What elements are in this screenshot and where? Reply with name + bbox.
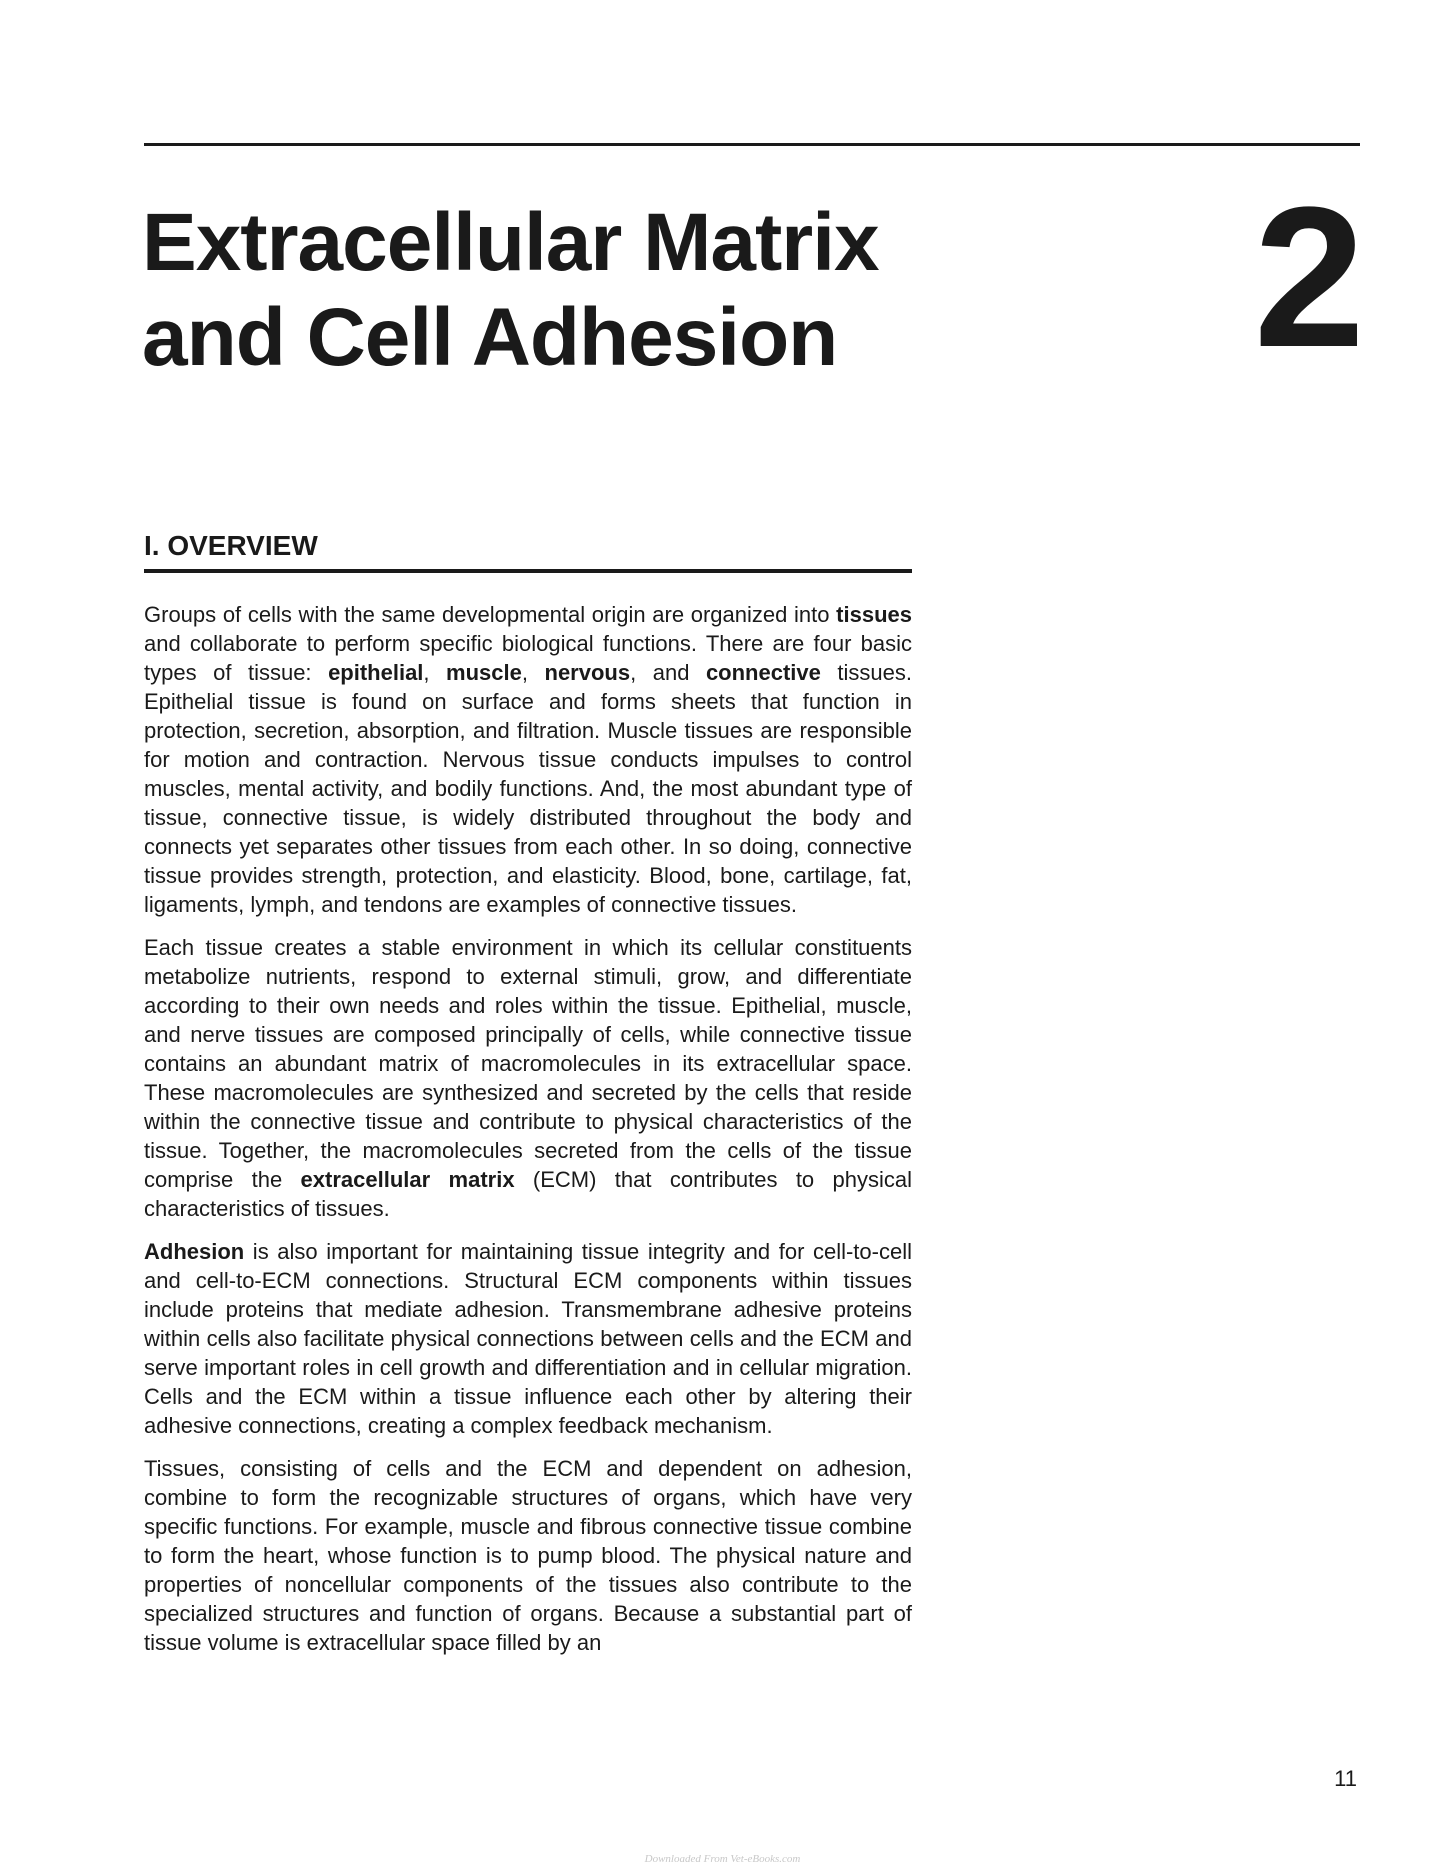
body-text [144,600,912,1671]
paragraph-4 [144,1454,912,1657]
footer-watermark: Downloaded From Vet-eBooks.com [644,1853,801,1865]
top-rule [144,143,1360,146]
text-run: tissues. Epithelial tissue is found on surface and forms sheets that function in protection, secretion, absorption, and filtration. Muscle tissues are responsible for motion and contraction. Nervous tissue conducts impulses to control muscles, mental activity, and bodily functions. And, the most abundant type of tissue, connective tissue, is widely distributed throughout the body and connects yet separates other tissues from each other. In so doing, connective tissue provides strength, protection, and elasticity. Blood, bone, cartilage, fat, ligaments, lymph, and tendons are examples of connective tissues. [144,660,912,917]
paragraph-1 [144,600,912,919]
text-run: is also important for maintaining tissue integrity and for cell-to-cell and cell-to-ECM connections. Structural ECM components within tissues include proteins that mediate adhesion. Transmembrane adhesive proteins within cells also facilitate physical connections between cells and the ECM and serve important roles in cell growth and differentiation and in cellular migration. Cells and the ECM within a tissue influence each other by altering their adhesive connections, creating a complex feedback mechanism. [144,1239,912,1438]
chapter-title-line-2: and Cell Adhesion [142,292,838,383]
page-number: 11 [1334,1766,1357,1791]
chapter-number: 2 [1253,166,1359,389]
bold-term: muscle [446,660,522,685]
section-heading: I. OVERVIEW [144,530,318,561]
text-run: , and [630,660,706,685]
section-rule [144,569,912,573]
text-run: , [521,660,545,685]
bold-term: epithelial [328,660,424,685]
bold-term: connective [705,660,821,685]
text-run: (ECM) that contributes to physical characteristics of tissues. [144,1167,912,1221]
text-run: and collaborate to perform specific biological functions. There are four basic types of tissue: [144,631,912,685]
chapter-title [142,195,1042,385]
chapter-title-line-1: Extracellular Matrix [142,197,879,288]
bold-term: tissues [836,602,912,627]
paragraph-3 [144,1237,912,1440]
text-run: Groups of cells with the same developmental origin are organized into [144,602,837,627]
bold-term: Adhesion [144,1239,245,1264]
text-run: Tissues, consisting of cells and the ECM and dependent on adhesion, combine to form the recognizable structures of organs, which have very specific functions. For example, muscle and fibrous connective tissue combine to form the heart, whose function is to pump blood. The physical nature and properties of noncellular components of the tissues also contribute to the specialized structures and function of organs. Because a substantial part of tissue volume is extracellular space filled by an [144,1456,912,1655]
paragraph-2 [144,933,912,1223]
bold-term: nervous [544,660,631,685]
text-run: Each tissue creates a stable environment in which its cellular constituents metabolize nutrients, respond to external stimuli, grow, and differentiate according to their own needs and roles within the tissue. Epithelial, muscle, and nerve tissues are composed principally of cells, while connective tissue contains an abundant matrix of macromolecules in its extracellular space. These macromolecules are synthesized and secreted by the cells that reside within the connective tissue and contribute to physical characteristics of the tissue. Together, the macromolecules secreted from the cells of the tissue comprise the [144,935,912,1192]
bold-term: extracellular matrix [300,1167,515,1192]
text-run: , [423,660,447,685]
